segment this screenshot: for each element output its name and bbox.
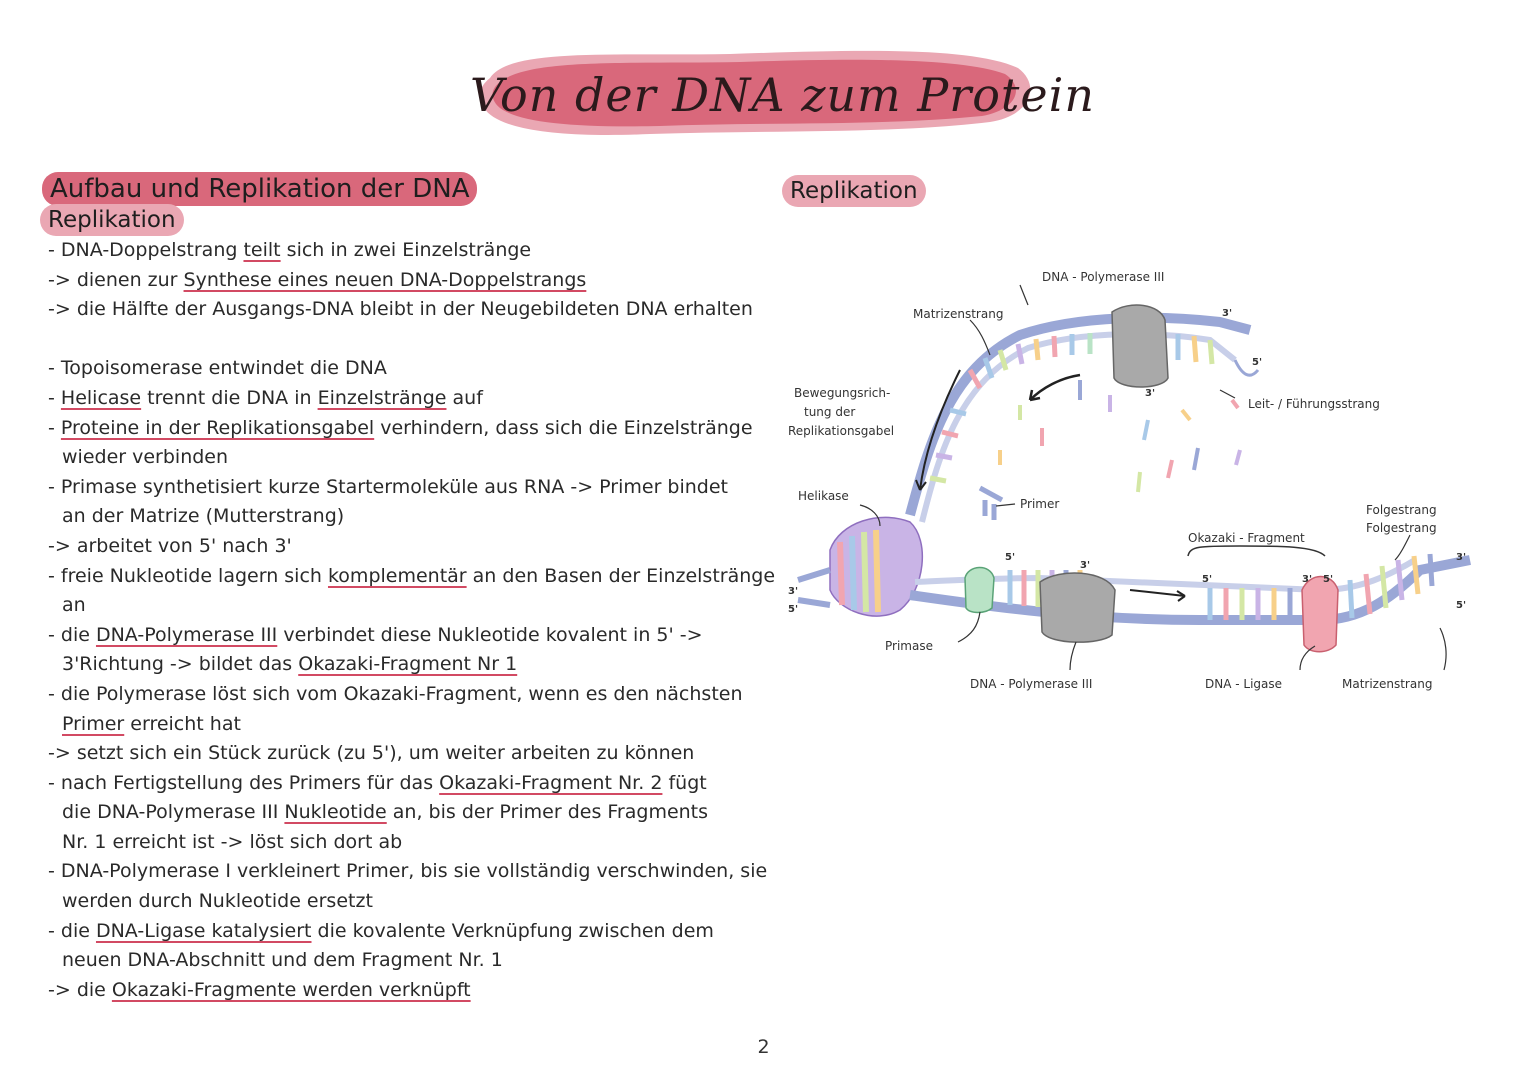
title-banner [470, 38, 1095, 143]
label-bewegung-1: Bewegungsrich- [794, 386, 891, 400]
note-line: - die DNA-Polymerase III verbindet diese Nukleotide kovalent in 5' -> [48, 623, 703, 646]
label-3prime: 3' [1456, 552, 1467, 563]
note-line: werden durch Nukleotide ersetzt [62, 890, 373, 913]
label-3prime: 3' [1222, 308, 1233, 319]
label-polymerase-top: DNA - Polymerase III [1042, 270, 1165, 284]
label-matrizenstrang-top: Matrizenstrang [913, 307, 1004, 321]
note-line: - Proteine in der Replikationsgabel verhindern, dass sich die Einzelstränge [48, 416, 753, 439]
label-5prime: 5' [1456, 600, 1467, 611]
note-line: - freie Nukleotide lagern sich komplementär an den Basen der Einzelstränge [48, 564, 776, 587]
label-helikase: Helikase [798, 489, 849, 503]
section-heading: Aufbau und Replikation der DNA [42, 172, 477, 206]
note-line: - Primase synthetisiert kurze Startermoleküle aus RNA -> Primer bindet [48, 475, 729, 498]
note-line: -> setzt sich ein Stück zurück (zu 5'), um weiter arbeiten zu können [48, 742, 695, 765]
note-line: Nr. 1 erreicht ist -> löst sich dort ab [62, 830, 403, 853]
label-5prime: 5' [788, 604, 799, 615]
notes-list [48, 236, 776, 1005]
blank-line [48, 325, 748, 355]
label-3prime: 3' [1145, 388, 1156, 399]
note-line: -> dienen zur Synthese eines neuen DNA-Doppelstrangs [48, 268, 587, 291]
note-line: die DNA-Polymerase III Nukleotide an, bis der Primer des Fragments [62, 801, 709, 824]
note-line: - DNA-Doppelstrang teilt sich in zwei Einzelstränge [48, 239, 532, 261]
note-line: -> die Okazaki-Fragmente werden verknüpft [48, 978, 471, 1001]
subheading-replikation: Replikation [40, 204, 184, 236]
note-line: - DNA-Polymerase I verkleinert Primer, bis sie vollständig verschwinden, sie [48, 860, 768, 883]
label-3prime: 3' [788, 586, 799, 597]
label-okazaki: Okazaki - Fragment [1188, 531, 1305, 545]
label-5prime: 5' [1202, 574, 1213, 585]
label-ligase: DNA - Ligase [1205, 677, 1283, 691]
note-line: an der Matrize (Mutterstrang) [62, 505, 345, 528]
note-line: -> die Hälfte der Ausgangs-DNA bleibt in der Neugebildeten DNA erhalten [48, 298, 753, 321]
note-line: neuen DNA-Abschnitt und dem Fragment Nr. 1 [62, 949, 503, 972]
label-folgestrang-2: Folgestrang [1366, 521, 1437, 535]
note-line: - nach Fertigstellung des Primers für das Okazaki-Fragment Nr. 2 fügt [48, 771, 707, 794]
note-line: - die Polymerase löst sich vom Okazaki-Fragment, wenn es den nächsten [48, 682, 743, 705]
primer-fragment [980, 488, 1002, 520]
label-leitstrang: Leit- / Führungsstrang [1248, 397, 1380, 411]
label-bewegung-3: Replikationsgabel [788, 424, 895, 438]
label-bewegung-2: tung der [804, 405, 856, 419]
note-line: - Helicase trennt die DNA in Einzelstränge auf [48, 386, 483, 409]
note-line: - die DNA-Ligase katalysiert die kovalente Verknüpfung zwischen dem [48, 919, 714, 942]
page-title: Von der DNA zum Protein [470, 68, 1095, 122]
label-3prime: 3' [1080, 560, 1091, 571]
note-line: -> arbeitet von 5' nach 3' [48, 534, 292, 557]
note-line: wieder verbinden [62, 446, 229, 469]
label-3prime: 3' [1302, 574, 1313, 585]
label-matrizenstrang-bottom: Matrizenstrang [1342, 677, 1433, 691]
note-line: 3'Richtung -> bildet das Okazaki-Fragment Nr 1 [62, 653, 518, 676]
ligase-shape [1302, 577, 1338, 652]
note-line: Primer erreicht hat [62, 712, 241, 735]
label-folgestrang-1: Folgestrang [1366, 503, 1437, 517]
polymerase-bottom-shape [1040, 573, 1115, 642]
leading-backbone-inner [922, 334, 1235, 522]
arrow-lagging [1130, 590, 1185, 596]
upper-base-rungs [930, 333, 1212, 481]
free-nucleotides [1000, 380, 1240, 492]
label-primer: Primer [1020, 497, 1060, 511]
replikation-heading: Replikation [782, 175, 926, 207]
label-5prime: 5' [1252, 357, 1263, 368]
label-5prime: 5' [1005, 552, 1016, 563]
label-5prime: 5' [1323, 574, 1334, 585]
note-line: - Topoisomerase entwindet die DNA [48, 357, 387, 380]
label-primase: Primase [885, 639, 933, 653]
arrow-leading [1030, 375, 1080, 400]
label-polymerase-bottom: DNA - Polymerase III [970, 677, 1093, 691]
replication-diagram [780, 260, 1510, 710]
page-number: 2 [757, 1036, 770, 1058]
primase-shape [965, 567, 994, 612]
okazaki-bracket [1188, 546, 1325, 556]
polymerase-top-shape [1112, 305, 1168, 387]
note-line: an [62, 594, 86, 617]
